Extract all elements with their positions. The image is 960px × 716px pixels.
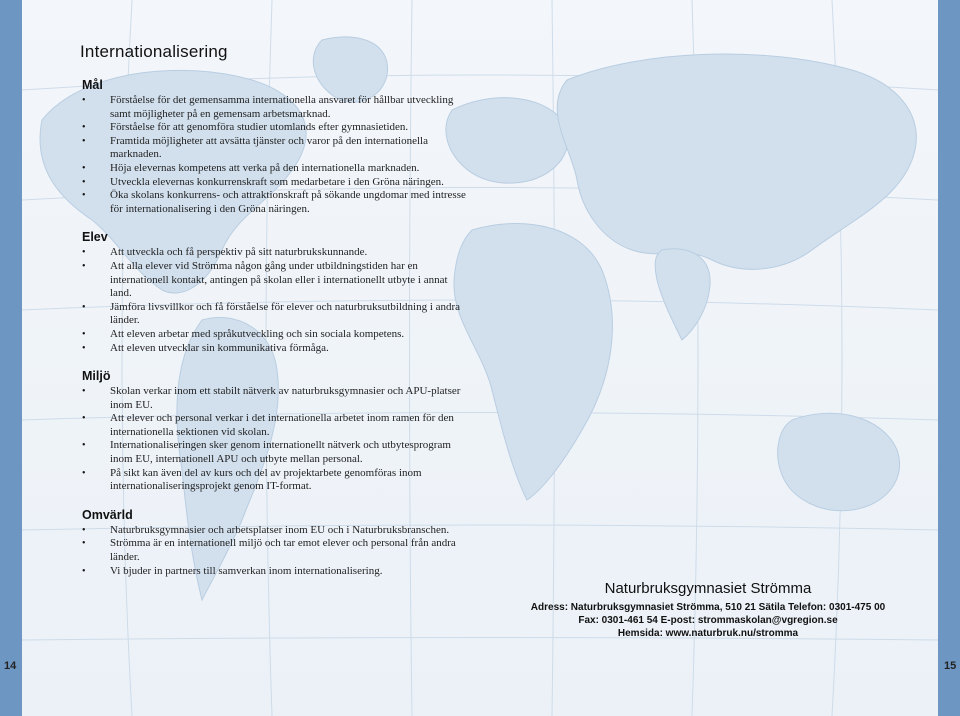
list-item: • Att elever och personal verkar i det internationella arbetet inom ramen för den internationella sektionen vid skolan. bbox=[80, 412, 466, 439]
list-item: • Internationaliseringen sker genom internationellt nätverk och utbytesprogram inom EU, internationell APU och utbyte mellan personal. bbox=[80, 439, 466, 466]
left-page-edge bbox=[0, 0, 22, 716]
section-miljo bbox=[80, 369, 480, 494]
section-heading: Mål bbox=[82, 78, 103, 92]
page-number-left: 14 bbox=[4, 660, 17, 672]
india-shape bbox=[655, 249, 710, 340]
section-heading: Omvärld bbox=[82, 507, 133, 522]
list-item: • Förståelse för att genomföra studier utomlands efter gymnasietiden. bbox=[80, 121, 466, 135]
bullet-list bbox=[80, 246, 480, 355]
fax-email-line: Fax: 0301-461 54 E-post: strommaskolan@vgregion.se bbox=[578, 615, 838, 626]
text-column bbox=[80, 42, 480, 592]
section-heading: Miljö bbox=[82, 369, 111, 384]
section-mal bbox=[80, 78, 480, 216]
list-item: • Vi bjuder in partners till samverkan inom internationalisering. bbox=[80, 565, 466, 579]
list-item: • Strömma är en internationell miljö och tar emot elever och personal från andra länder. bbox=[80, 537, 466, 564]
list-item: • Framtida möjligheter att avsätta tjänster och varor på den internationella marknaden. bbox=[80, 135, 466, 162]
bullet-list bbox=[80, 385, 480, 494]
website-line: Hemsida: www.naturbruk.nu/stromma bbox=[617, 628, 799, 639]
australia-shape bbox=[778, 413, 900, 510]
contact-block bbox=[508, 580, 908, 640]
list-item: • Öka skolans konkurrens- och attraktionskraft på sökande ungdomar med intresse för internationalisering i den Gröna näringen. bbox=[80, 189, 466, 216]
list-item: • Att eleven arbetar med språkutveckling och sin sociala kompetens. bbox=[80, 328, 466, 342]
section-heading: Elev bbox=[82, 230, 108, 245]
list-item: • Förståelse för det gemensamma internationella ansvaret för hållbar utveckling samt möjligheter på en gemensam arbetsmarknad. bbox=[80, 94, 466, 121]
list-item: • Utveckla elevernas konkurrenskraft som medarbetare i den Gröna näringen. bbox=[80, 176, 466, 190]
page-number-right: 15 bbox=[944, 660, 957, 672]
asia-shape bbox=[557, 54, 916, 269]
page-title: Internationalisering bbox=[80, 42, 228, 61]
right-page-edge bbox=[938, 0, 960, 716]
list-item: • Skolan verkar inom ett stabilt nätverk av naturbruksgymnasier och APU-platser inom EU. bbox=[80, 385, 466, 412]
list-item: • Naturbruksgymnasier och arbetsplatser inom EU och i Naturbruksbranschen. bbox=[80, 524, 466, 538]
list-item: • Höja elevernas kompetens att verka på den internationella marknaden. bbox=[80, 162, 466, 176]
bullet-list bbox=[80, 94, 480, 216]
section-elev bbox=[80, 230, 480, 355]
section-omvarld bbox=[80, 508, 480, 578]
address-line: Adress: Naturbruksgymnasiet Strömma, 510 21 Sätila Telefon: 0301-475 00 bbox=[530, 602, 886, 613]
list-item: • Att eleven utvecklar sin kommunikativa förmåga. bbox=[80, 342, 466, 356]
bullet-list bbox=[80, 524, 480, 578]
list-item: • Att utveckla och få perspektiv på sitt naturbrukskunnande. bbox=[80, 246, 466, 260]
list-item: • Jämföra livsvillkor och få förståelse för elever och naturbruksutbildning i andra länder. bbox=[80, 301, 466, 328]
list-item: • På sikt kan även del av kurs och del av projektarbete genomföras inom internationaliseringsprojekt genom IT-format. bbox=[80, 467, 466, 494]
list-item: • Att alla elever vid Strömma någon gång under utbildningstiden har en internationell kontakt, antingen på skolan eller i internationellt utbyte i annat land. bbox=[80, 260, 466, 301]
school-name: Naturbruksgymnasiet Strömma bbox=[604, 580, 812, 597]
